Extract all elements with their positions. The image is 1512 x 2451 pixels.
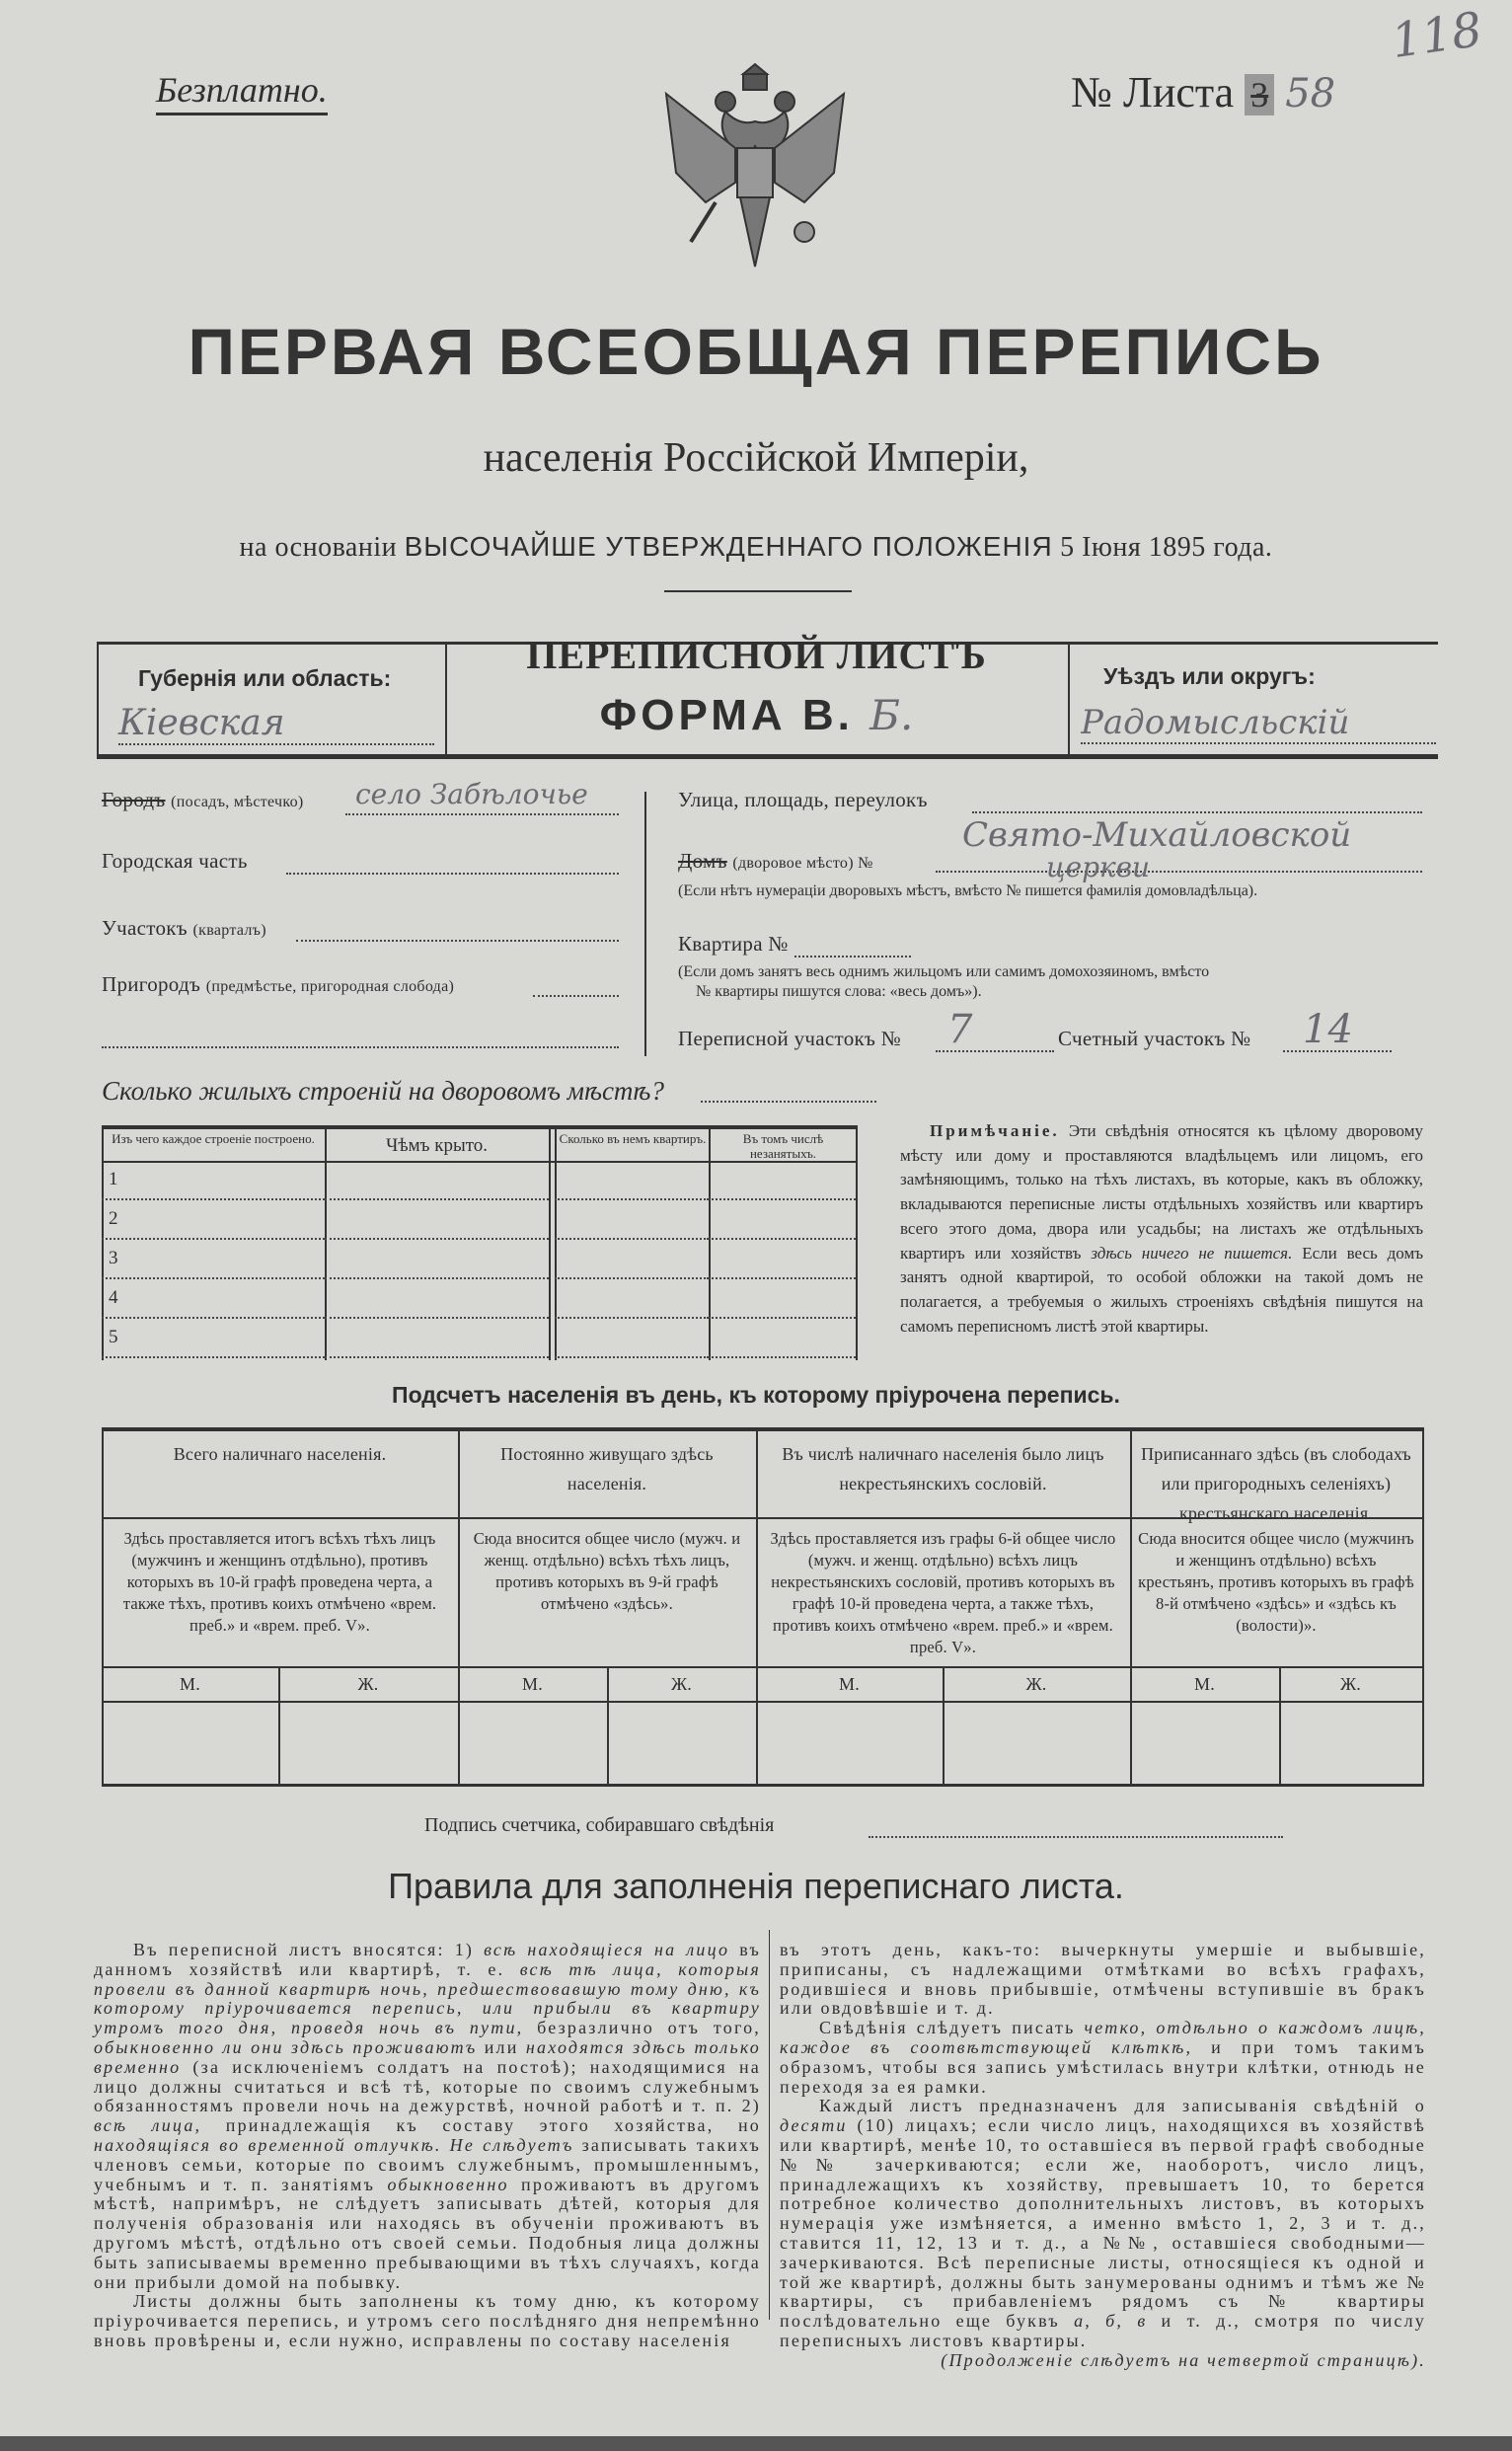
rules-left-column bbox=[94, 1941, 761, 2351]
table-cell[interactable] bbox=[555, 1277, 709, 1279]
table-cell[interactable] bbox=[325, 1356, 549, 1358]
italic-run: всѣ находящіеся на лицо bbox=[484, 1940, 730, 1959]
divider bbox=[709, 1129, 711, 1360]
divider bbox=[644, 792, 646, 1056]
table-cell[interactable] bbox=[709, 1198, 856, 1200]
street-field[interactable]: Свято-Михайловской bbox=[962, 815, 1352, 855]
sheet-number-struck: 3 bbox=[1245, 74, 1274, 115]
table-cell[interactable] bbox=[102, 1198, 325, 1200]
table-top-rule bbox=[102, 1427, 1424, 1431]
male-count-field[interactable] bbox=[462, 1705, 605, 1782]
basis-suffix: 5 Іюня 1895 года. bbox=[1060, 532, 1273, 563]
form-label bbox=[445, 691, 1068, 740]
sheet-number bbox=[1071, 67, 1335, 117]
table-cell[interactable] bbox=[325, 1198, 549, 1200]
divider bbox=[102, 1427, 104, 1786]
italic-run: обыкновенно bbox=[387, 2174, 509, 2194]
rules-paragraph bbox=[780, 1941, 1426, 2019]
italic-run: обыкновенно ли они здѣсь проживаютъ bbox=[94, 2036, 478, 2057]
precinct-label bbox=[102, 916, 266, 941]
column-header: Въ числѣ наличнаго населенія было лицъ некрестьянскихъ сословій. bbox=[782, 1444, 1104, 1494]
table-top-rule bbox=[102, 1125, 858, 1129]
count-district-field[interactable]: 14 bbox=[1303, 1007, 1353, 1052]
apartment-label: Квартира № bbox=[678, 932, 789, 956]
text-run: Свѣдѣнія слѣдуетъ писать bbox=[819, 2018, 1085, 2038]
divider bbox=[1130, 1427, 1132, 1786]
male-header: М. bbox=[522, 1674, 543, 1694]
rules-paragraph bbox=[780, 2019, 1426, 2097]
house-sub: (дворовое мѣсто) № bbox=[732, 855, 873, 872]
table-cell[interactable] bbox=[555, 1317, 709, 1319]
town-label bbox=[102, 788, 304, 812]
sheet-title: ПЕРЕПИСНОЙ ЛИСТЪ bbox=[526, 633, 987, 677]
italic-run: четко, отдѣльно о каждомъ лицѣ, каждое въ соотвѣтствующей клѣткѣ, bbox=[780, 2018, 1426, 2057]
text-run: Листы должны быть заполнены къ тому дню, къ которому пріурочивается перепись, и утромъ сего послѣдняго дня непремѣнно вновь провѣрены и, если нужно, исправлены по составу населенія bbox=[94, 2291, 761, 2350]
divider bbox=[664, 590, 852, 592]
female-count-field[interactable] bbox=[1283, 1705, 1420, 1782]
buildings-note bbox=[900, 1119, 1423, 1339]
female-header: Ж. bbox=[1025, 1674, 1047, 1694]
col-vacant: Въ томъ числѣ незанятыхъ. bbox=[742, 1131, 824, 1161]
text-run: Каждый листъ предназначенъ для записыванія свѣдѣній о bbox=[819, 2096, 1426, 2116]
row-number: 4 bbox=[109, 1287, 118, 1308]
rules-paragraph bbox=[94, 2292, 761, 2350]
divider bbox=[1422, 1427, 1424, 1786]
text-run: (10) лицахъ; если число лицъ, находящихся въ хозяйствѣ или квартирѣ, менѣе 10, то оставшіеся въ первой графѣ свободные №№ зачеркиваются; если же, наоборотъ, число лицъ, принадлежащихъ къ хозяйству, превышаетъ 10, то берется потребное количество дополнительныхъ листовъ, въ которыхъ нумерація уже измѣняется, а именно вмѣсто 1, 2, 3 и т. д., ставится 11, 12, 13 и т. д., а №№, оставшіеся свободными—зачеркиваются. Всѣ переписные листы, относящіеся къ одной и той же квартирѣ, должны быть занумерованы однимъ и тѣмъ же № квартиры, съ прибавленіемъ рядомъ съ № квартиры послѣдовательно еще буквъ bbox=[780, 2115, 1426, 2332]
census-district-field[interactable]: 7 bbox=[947, 1007, 973, 1052]
city-part-field[interactable] bbox=[286, 873, 619, 875]
text-run: Въ переписной листъ вносятся: 1) bbox=[133, 1940, 485, 1959]
text-run: въ данномъ хозяйствѣ или квартирѣ, т. е. bbox=[94, 1940, 761, 1979]
male-header: М. bbox=[180, 1674, 200, 1694]
column-header: Постоянно живущаго здѣсь населенія. bbox=[500, 1444, 714, 1494]
district-field[interactable]: Радомысльскій bbox=[1081, 703, 1436, 744]
count-district-label: Счетный участокъ № bbox=[1058, 1027, 1251, 1050]
basis-caps: ВЫСОЧАЙШЕ УТВЕРЖДЕННАГО ПОЛОЖЕНІЯ bbox=[404, 531, 1053, 562]
table-cell[interactable] bbox=[555, 1356, 709, 1358]
street-label: Улица, площадь, переулокъ bbox=[678, 788, 928, 811]
buildings-question: Сколько жилыхъ строеній на дворовомъ мѣстѣ? bbox=[102, 1076, 664, 1106]
text-run: принадлежащія къ составу этого хозяйства, но bbox=[201, 2115, 761, 2136]
italic-run: а, б, в bbox=[1074, 2311, 1148, 2332]
text-run: или bbox=[477, 2036, 526, 2057]
table-cell[interactable] bbox=[325, 1317, 549, 1319]
table-cell[interactable] bbox=[709, 1356, 856, 1358]
column-header: Приписаннаго здѣсь (въ слободахъ или пригородныхъ селеніяхъ) крестьянскаго населенія. bbox=[1141, 1444, 1411, 1523]
column-description: Сюда вносится общее число (мужч. и женщ. отдѣльно) всѣхъ тѣхъ лицъ, противъ которыхъ въ 9-й графѣ отмѣчено «здѣсь». bbox=[473, 1529, 741, 1613]
sheet-number-handwritten: 58 bbox=[1285, 71, 1336, 116]
suburb-label-text: Пригородъ bbox=[102, 972, 201, 996]
text-run: и при томъ такимъ образомъ, чтобы вся запись умѣстилась внутри клѣтки, отнюдь не переходя за ея рамки. bbox=[780, 2036, 1426, 2097]
male-count-field[interactable] bbox=[1134, 1705, 1277, 1782]
page-edge bbox=[0, 2436, 1512, 2451]
precinct-field[interactable] bbox=[296, 940, 619, 942]
signature-field[interactable] bbox=[869, 1836, 1283, 1838]
table-cell[interactable] bbox=[325, 1277, 549, 1279]
suburb-field[interactable] bbox=[533, 995, 619, 997]
female-count-field[interactable] bbox=[946, 1705, 1128, 1782]
population-title: Подсчетъ населенія въ день, къ которому пріурочена перепись. bbox=[392, 1382, 1120, 1408]
divider bbox=[458, 1427, 460, 1786]
form-type-handwritten: Б. bbox=[869, 691, 914, 739]
text-run: въ этотъ день, какъ-то: вычеркнуты умершіе и выбывшіе, приписаны, съ надлежащими отмѣтками во всѣхъ графахъ, родившіеся и вновь прибывшіе, отмѣчены вступившіе въ бракъ или овдовѣвшіе и т. д. bbox=[780, 1940, 1426, 2019]
text-run: (за исключеніемъ солдатъ на постоѣ); находящимися на лицо должны считаться и всѣ тѣ, которые по своимъ служебнымъ обязанностямъ провели ночь на дежурствѣ, ночной работѣ и т. п. 2) bbox=[94, 2056, 761, 2116]
table-cell[interactable] bbox=[709, 1238, 856, 1240]
female-header: Ж. bbox=[1339, 1674, 1362, 1694]
female-header: Ж. bbox=[670, 1674, 693, 1694]
table-cell[interactable] bbox=[102, 1277, 325, 1279]
table-cell[interactable] bbox=[102, 1356, 325, 1358]
town-field[interactable]: село Забѣлочье bbox=[355, 778, 588, 810]
rules-title: Правила для заполненія переписнаго листа. bbox=[388, 1866, 1124, 1906]
divider bbox=[549, 1129, 551, 1360]
buildings-count-field[interactable] bbox=[701, 1101, 876, 1103]
col-roof: Чѣмъ крыто. bbox=[385, 1135, 489, 1156]
table-cell[interactable] bbox=[102, 1317, 325, 1319]
town-sub: (посадъ, мѣстечко) bbox=[171, 794, 304, 810]
district-label: Уѣздъ или округъ: bbox=[1103, 663, 1316, 689]
column-description: Здѣсь проставляется изъ графы 6-й общее число (мужч. и женщ. отдѣльно) всѣхъ лицъ некрестьянскихъ сословій, противъ которыхъ въ графѣ 10-й проведена черта, а также тѣхъ, противъ коихъ отмѣчено «врем. преб.» и «врем. преб. V». bbox=[770, 1529, 1116, 1656]
rules-paragraph bbox=[94, 1941, 761, 2292]
row-number: 1 bbox=[109, 1169, 118, 1189]
precinct-label-text: Участокъ bbox=[102, 916, 188, 940]
italic-run: находящіяся во временной отлучкѣ. Не слѣдуетъ bbox=[94, 2134, 574, 2155]
legal-basis bbox=[0, 531, 1512, 564]
rules-continued: (Продолженіе слѣдуетъ на четвертой страницѣ). bbox=[941, 2349, 1426, 2370]
column-description: Здѣсь проставляется итогъ всѣхъ тѣхъ лицъ (мужчинъ и женщинъ отдѣльно), противъ которыхъ въ 10-й графѣ проведена черта, а также тѣхъ, противъ коихъ отмѣчено «врем. преб.» и «врем. преб. V». bbox=[122, 1529, 437, 1635]
table-cell[interactable] bbox=[709, 1317, 856, 1319]
text-run: Если весь домъ занятъ одной квартирой, то особой обложки на такой домъ не полагается, а требуемыя о жилыхъ строеніяхъ свѣдѣнія пишутся на самомъ переписномъ листѣ этой квартиры. bbox=[900, 1243, 1423, 1336]
apartment-field[interactable] bbox=[794, 956, 911, 957]
house-field-line bbox=[936, 871, 1422, 873]
house-label bbox=[678, 849, 873, 874]
text-run: безразлично отъ того, bbox=[523, 2018, 761, 2038]
row-number: 2 bbox=[109, 1208, 118, 1229]
table-cell[interactable] bbox=[555, 1238, 709, 1240]
italic-run: здѣсь ничего не пишется. bbox=[1091, 1243, 1293, 1263]
female-count-field[interactable] bbox=[282, 1705, 456, 1782]
row-number: 5 bbox=[109, 1327, 118, 1347]
census-district-label: Переписной участокъ № bbox=[678, 1027, 902, 1050]
divider bbox=[97, 642, 99, 758]
sheet-number-label: № Листа bbox=[1071, 68, 1235, 116]
house-label-text: Домъ bbox=[678, 849, 727, 873]
extra-field[interactable] bbox=[102, 1046, 619, 1048]
table-cell[interactable] bbox=[555, 1198, 709, 1200]
precinct-sub: (кварталъ) bbox=[192, 922, 266, 939]
divider bbox=[102, 1666, 1424, 1668]
col-material: Изъ чего каждое строеніе построено. bbox=[112, 1131, 315, 1146]
divider bbox=[555, 1129, 557, 1360]
table-cell[interactable] bbox=[325, 1238, 549, 1240]
row-number: 3 bbox=[109, 1248, 118, 1268]
text-run: Эти свѣдѣнія относятся къ цѣлому дворовому мѣсту или дому и проставляются владѣльцемъ или лицомъ, его замѣняющимъ, только на тѣхъ листахъ, въ которые, какъ въ обложку, вкладываются переписные листы отдѣльныхъ хозяйствъ или квартиръ всего этого дома, двора или усадьбы; на листахъ же отдѣльныхъ квартиръ или хозяйствъ bbox=[900, 1121, 1423, 1263]
divider bbox=[102, 1701, 1424, 1703]
text-run: и т. д., смотря по числу переписныхъ листовъ квартиры. bbox=[780, 2311, 1426, 2350]
col-apartments: Сколько въ немъ квартиръ. bbox=[559, 1131, 707, 1146]
italic-run: всѣ тѣ лица, которыя провели въ данной квартирѣ ночь, предшествовавшую тому дню, къ которому пріурочивается перепись, или прибыли въ квартиру утромъ того дня, проведя ночь въ пути, bbox=[94, 1958, 761, 2038]
divider bbox=[769, 1930, 770, 2320]
signature-label: Подпись счетчика, собиравшаго свѣдѣнія bbox=[424, 1814, 775, 1836]
table-cell[interactable] bbox=[102, 1238, 325, 1240]
italic-run: находятся здѣсь только временно bbox=[94, 2036, 761, 2077]
province-field[interactable]: Кіевская bbox=[118, 703, 434, 745]
apartment-note-1: (Если домъ занятъ весь однимъ жильцомъ или самимъ домохозяиномъ, вмѣсто bbox=[678, 963, 1210, 980]
document-title: ПЕРВАЯ ВСЕОБЩАЯ ПЕРЕПИСЬ bbox=[188, 315, 1324, 388]
italic-run: всѣ лица, bbox=[94, 2115, 202, 2136]
male-header: М. bbox=[839, 1674, 860, 1694]
suburb-label bbox=[102, 972, 454, 997]
town-label-text: Городъ bbox=[102, 788, 166, 811]
province-label: Губернія или область: bbox=[138, 665, 392, 691]
male-count-field[interactable] bbox=[760, 1705, 941, 1782]
column-description: Сюда вносится общее число (мужчинъ и женщинъ отдѣльно) всѣхъ крестьянъ, противъ которыхъ въ графѣ 8-й отмѣчено «здѣсь» и «здѣсь къ (волости)». bbox=[1138, 1529, 1414, 1635]
note-text bbox=[900, 1121, 1423, 1336]
table-cell[interactable] bbox=[709, 1277, 856, 1279]
divider bbox=[756, 1427, 758, 1786]
house-note: (Если нѣтъ нумераціи дворовыхъ мѣстъ, вмѣсто № пишется фамилія домовладѣльца). bbox=[678, 882, 1258, 899]
house-field[interactable]: церкви bbox=[1046, 851, 1151, 883]
free-of-charge-label: Безплатно. bbox=[156, 69, 328, 115]
rules-right-column bbox=[780, 1941, 1426, 2371]
table-bottom-rule bbox=[102, 1784, 1424, 1787]
apartment-note-2: № квартиры пишутся слова: «весь домъ»). bbox=[696, 983, 982, 1000]
basis-prefix: на основаніи bbox=[239, 532, 398, 563]
street-field-line bbox=[972, 811, 1422, 813]
city-part-label: Городская часть bbox=[102, 849, 248, 873]
column-header: Всего наличнаго населенія. bbox=[173, 1444, 387, 1464]
divider bbox=[1068, 642, 1070, 758]
form-type: ФОРМА В. bbox=[599, 691, 854, 739]
town-field-line bbox=[345, 813, 619, 815]
form-box-bottom-rule bbox=[97, 754, 1438, 759]
male-header: М. bbox=[1194, 1674, 1215, 1694]
text-run: записывать такихъ членовъ семьи, которые по своимъ служебнымъ, промышленнымъ, учебнымъ и т. п. занятіямъ bbox=[94, 2134, 761, 2194]
divider bbox=[102, 1161, 858, 1163]
female-header: Ж. bbox=[357, 1674, 379, 1694]
text-run: проживаютъ въ другомъ мѣстѣ, напримѣръ, не слѣдуетъ записывать дѣтей, которыя для полученія образованія или находясь въ обученіи проживаютъ въ другомъ мѣстѣ, отдѣльно отъ своей семьи. Подобныя лица должны быть записываемы временно пребывающими въ тѣхъ случаяхъ, когда они прибыли домой на побывку. bbox=[94, 2174, 761, 2292]
rules-paragraph bbox=[780, 2097, 1426, 2350]
imperial-eagle-emblem bbox=[656, 54, 854, 276]
italic-run: десяти bbox=[780, 2115, 848, 2136]
male-count-field[interactable] bbox=[106, 1705, 276, 1782]
document-subtitle: населенія Россійской Имперіи, bbox=[483, 435, 1029, 481]
female-count-field[interactable] bbox=[611, 1705, 754, 1782]
note-head: Примѣчаніе. bbox=[930, 1121, 1060, 1140]
suburb-sub: (предмѣстье, пригородная слобода) bbox=[205, 978, 455, 995]
archive-number-handwritten: 118 bbox=[1388, 1, 1486, 70]
